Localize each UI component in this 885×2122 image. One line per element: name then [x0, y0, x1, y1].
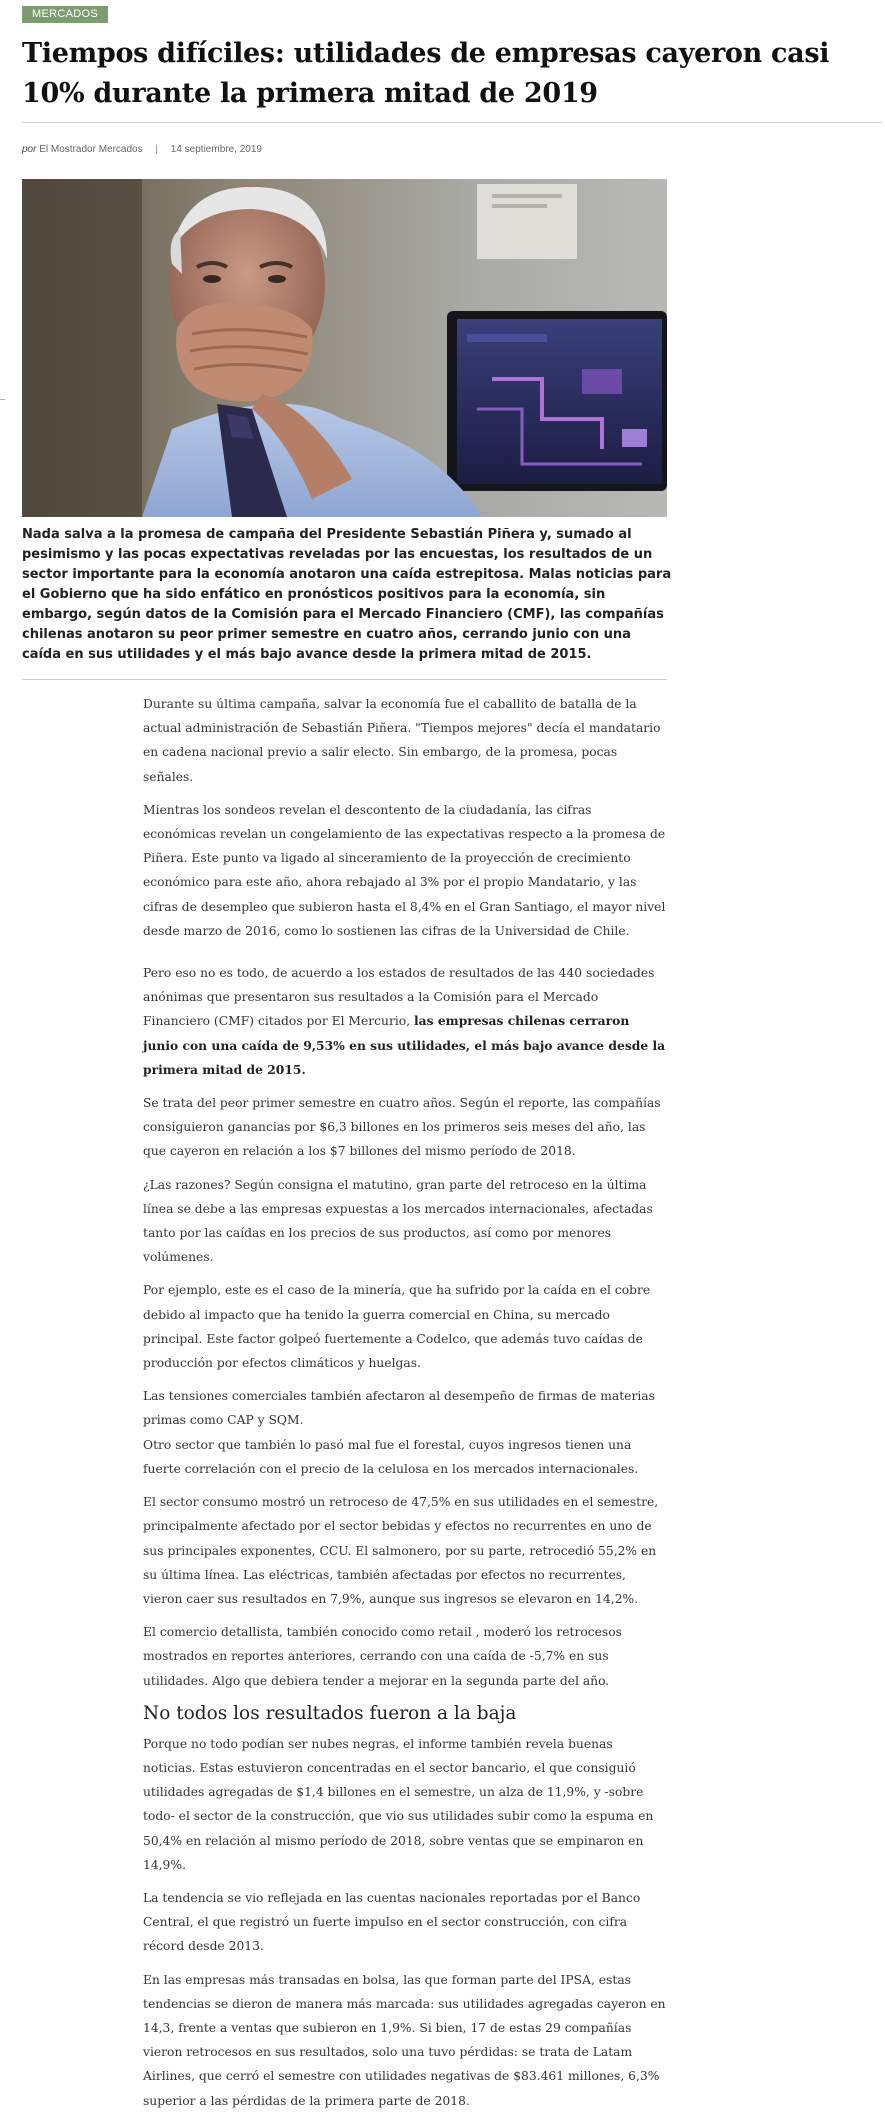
byline-por: por — [22, 144, 37, 155]
lead-divider — [22, 679, 667, 680]
body-paragraph-5: ¿Las razones? Según consigna el matutino, gran parte del retroceso en la última línea se debe a las empresas expuestas a los mercados internacionales, afectadas tanto por las caídas en los precios de sus productos, así como por menores volúmenes. — [143, 1177, 653, 1265]
body-paragraph-12: La tendencia se vio reflejada en las cuentas nacionales reportadas por el Banco Central, el que registró un fuerte impulso en el sector construcción, con cifra récord desde 2013. — [143, 1890, 641, 1954]
hero-photo — [22, 179, 667, 517]
section-badge[interactable]: MERCADOS — [22, 6, 108, 23]
edge-mark — [0, 399, 5, 400]
article-lead: Nada salva a la promesa de campaña del Presidente Sebastián Piñera y, sumado al pesimismo y las pocas expectativas reveladas por las encuestas, los resultados de un sector importante para la economía anotaron una caída estrepitosa. Malas noticias para el Gobierno que ha sido enfático en pronósticos positivos para la economía, sin embargo, según datos de la Comisión para el Mercado Financiero (CMF), las compañías chilenas anotaron su peor primer semestre en cuatro años, cerrando junio con una caída en sus utilidades y el más bajo avance desde la primera mitad de 2015. — [22, 527, 672, 662]
body-paragraph-13: En las empresas más transadas en bolsa, las que forman parte del IPSA, estas tendencias se dieron de manera más marcada: sus utilidades agregadas cayeron en 14,3, frente a ventas que subieron en 1,9%. Si bien, 17 de estas 29 compañías vieron retrocesos en sus resultados, solo una tuvo pérdidas: se trata de Latam Airlines, que cerró el semestre con utilidades negativas de $83.461 millones, 6,3% superior a las pérdidas de la primera parte de 2018. — [143, 1972, 666, 2108]
body-paragraph-11: Porque no todo podían ser nubes negras, el informe también revela buenas noticias. Estas estuvieron concentradas en el sector bancario, el que consiguió utilidades agregadas de $1,4 billones en el semestre, un alza de 11,9%, y -sobre todo- el sector de la construcción, que vio sus utilidades subir como la espuma en 50,4% en relación al mismo período de 2018, sobre ventas que se empinaron en 14,9%. — [143, 1736, 654, 1872]
byline-date: 14 septiembre, 2019 — [170, 144, 262, 155]
body-paragraph-10: El comercio detallista, también conocido como retail , moderó los retrocesos mostrados en reportes anteriores, cerrando con una caída de -5,7% en sus utilidades. Algo que debiera tender a mejorar en la segunda parte del año. — [143, 1625, 622, 1688]
byline-author[interactable]: El Mostrador Mercados — [39, 144, 143, 155]
article-title: Tiempos difíciles: utilidades de empresas cayeron casi 10% durante la primera mitad de 2019 — [22, 38, 830, 109]
body-subheading: No todos los resultados fueron a la baja — [143, 1702, 517, 1724]
body-paragraph-9: El sector consumo mostró un retroceso de 47,5% en sus utilidades en el semestre, principalmente afectado por el sector bebidas y efectos no recurrentes en uno de sus principales exponentes, CCU. El salmonero, por su parte, retrocedió 55,2% en su última línea. Las eléctricas, también afectadas por efectos no recurrentes, vieron caer sus resultados en 7,9%, aunque sus ingresos se elevaron en 14,2%. — [143, 1495, 659, 1606]
body-paragraph-8: Otro sector que también lo pasó mal fue el forestal, cuyos ingresos tienen una fuerte correlación con el precio de la celulosa en los mercados internacionales. — [143, 1437, 639, 1476]
hero-image — [22, 179, 667, 517]
body-paragraph-7: Las tensiones comerciales también afectaron al desempeño de firmas de materias primas como CAP y SQM. — [143, 1389, 655, 1428]
body-paragraph-3 — [143, 961, 668, 1082]
body-paragraph-6: Por ejemplo, este es el caso de la minería, que ha sufrido por la caída en el cobre debido al impacto que ha tenido la guerra comercial en China, su mercado principal. Este factor golpeó fuertemente a Codelco, que además tuvo caídas de producción por efectos climáticos y huelgas. — [143, 1283, 651, 1371]
article-body — [143, 692, 668, 2122]
byline-separator: | — [155, 144, 158, 155]
body-paragraph-4: Se trata del peor primer semestre en cuatro años. Según el reporte, las compañías consiguieron ganancias por $6,3 billones en los primeros seis meses del año, las que cayeron en relación a los $7 billones del mismo período de 2018. — [143, 1096, 661, 1159]
body-paragraph-2: Mientras los sondeos revelan el descontento de la ciudadanía, las cifras económicas revelan un congelamiento de las expectativas respecto a la promesa de Piñera. Este punto va ligado al sinceramiento de la proyección de crecimiento económico para este año, ahora rebajado al 3% por el propio Mandatario, y las cifras de desempleo que subieron hasta el 8,4% en el Gran Santiago, el mayor nivel desde marzo de 2016, como lo sostienen las cifras de la Universidad de Chile. — [143, 802, 666, 938]
body-paragraph-1: Durante su última campaña, salvar la economía fue el caballito de batalla de la actual administración de Sebastián Piñera. "Tiempos mejores" decía el mandatario en cadena nacional previo a salir electo. Sin embargo, de la promesa, pocas señales. — [143, 697, 661, 784]
title-divider — [22, 122, 882, 123]
byline — [22, 144, 262, 155]
body-paragraph-3-text: Pero eso no es todo, de acuerdo a los estados de resultados de las 440 sociedades anónimas que presentaron sus resultados a la Comisión para el Mercado Financiero (CMF) citados por El Mercurio, — [143, 966, 655, 1029]
body-paragraph-3-bold: las empresas chilenas cerraron junio con una caída de 9,53% en sus utilidades, el más bajo avance desde la primera mitad de 2015. — [143, 1013, 666, 1077]
